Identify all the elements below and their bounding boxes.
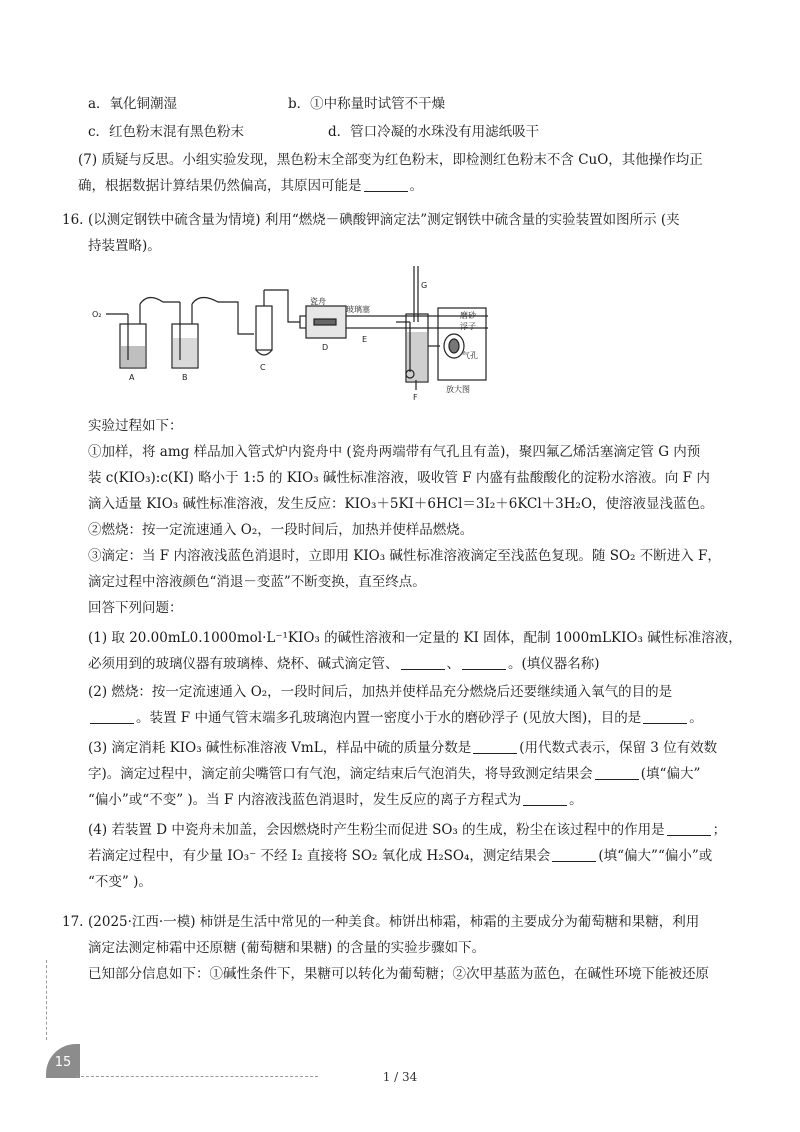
q1-line1: (1) 取 20.00mL0.1000mol·L⁻¹KIO₃ 的碱性溶液和一定量的 KI 固体，配制 1000mLKIO₃ 碱性标准溶液， xyxy=(88,630,742,646)
q16-head-line2: 持装置略)。 xyxy=(88,238,161,254)
answer-blank[interactable] xyxy=(595,764,639,780)
step1-line2: 装 c(KIO₃):c(KI) 略小于 1:5 的 KIO₃ 碱性标准溶液，吸收管 F 内盛有盐酸酸化的淀粉水溶液。向 F 内 xyxy=(88,470,710,486)
step1-line1: ①加样，将 amg 样品加入管式炉内瓷舟中 (瓷舟两端带有气孔且有盖)，聚四氟乙烯活塞滴定管 G 内预 xyxy=(88,444,701,460)
margin-dash-vertical xyxy=(46,960,47,1040)
label-glass-tube: 玻璃塞 xyxy=(346,305,370,314)
answer-blank[interactable] xyxy=(401,654,445,670)
q2-line2: 。装置 F 中通气管末端多孔玻璃泡内置一密度小于水的磨砂浮子 (见放大图)，目的是 。 xyxy=(88,706,758,730)
label-c: C xyxy=(260,363,266,372)
answer-blank[interactable] xyxy=(523,790,567,806)
q1-line2: 必须用到的玻璃仪器有玻璃棒、烧杯、碱式滴定管、 、 。(填仪器名称) xyxy=(88,656,600,672)
option-c: c．红色粉末混有黑色粉末 xyxy=(88,124,245,140)
label-e: E xyxy=(362,335,368,344)
q4-line3: “不变” )。 xyxy=(88,874,152,890)
q16-head-line1: (以测定钢铁中硫含量为情境) 利用“燃烧－碘酸钾滴定法”测定钢铁中硫含量的实验装置如图所示 (夹 xyxy=(88,212,680,228)
label-zoom: 放大图 xyxy=(446,385,470,394)
step2: ②燃烧：按一定流速通入 O₂，一段时间后，加热并使样品燃烧。 xyxy=(88,522,474,538)
answer-blank[interactable] xyxy=(462,654,506,670)
q17-line3: 已知部分信息如下：①碱性条件下，果糖可以转化为葡萄糖；②次甲基蓝为蓝色，在碱性环境下能被还原 xyxy=(88,966,709,982)
label-o2: O₂ xyxy=(92,310,102,319)
label-float2: 浮子 xyxy=(460,322,476,331)
label-boat: 瓷舟 xyxy=(310,297,326,306)
label-a: A xyxy=(129,373,135,382)
answer-blank[interactable] xyxy=(552,846,596,862)
label-d: D xyxy=(322,343,329,352)
answer-blank[interactable] xyxy=(364,176,408,192)
label-float1: 磨砂 xyxy=(460,311,476,320)
label-g: G xyxy=(421,281,428,290)
process-title: 实验过程如下： xyxy=(88,418,183,434)
q4-line2: 若滴定过程中，有少量 IO₃⁻ 不经 I₂ 直接将 SO₂ 氧化成 H₂SO₄，测定结果会 (填“偏大”“偏小”或 xyxy=(88,848,713,864)
tube-c xyxy=(256,306,272,350)
option-b: b．①中称量时试管不干燥 xyxy=(288,96,446,112)
label-hole: 气孔 xyxy=(462,351,478,360)
q17-number: 17. xyxy=(62,914,84,930)
label-b: B xyxy=(182,373,188,382)
q15-p7-line2: 确，根据数据计算结果仍然偏高，其原因可能是 。 xyxy=(78,178,423,194)
label-f: F xyxy=(413,393,418,402)
q3-line3: “偏小”或“不变” )。当 F 内溶液浅蓝色消退时，发生反应的离子方程式为 。 xyxy=(88,792,583,808)
q17-line1: (2025·江西·一模) 柿饼是生活中常见的一种美食。柿饼出柿霜，柿霜的主要成分为葡萄糖和果糖，利用 xyxy=(88,914,700,930)
q15-p7-line1: (7) 质疑与反思。小组实验发现，黑色粉末全部变为红色粉末，即检测红色粉末不含 CuO，其他操作均正 xyxy=(78,152,703,168)
answer-blank[interactable] xyxy=(90,708,134,724)
answer-blank[interactable] xyxy=(643,708,687,724)
q16-number: 16. xyxy=(62,212,84,228)
option-d: d．管口冷凝的水珠没有用滤纸吸干 xyxy=(328,124,540,140)
q3-line2: 字)。滴定过程中，滴定前尖嘴管口有气泡，滴定结束后气泡消失，将导致测定结果会 (填“偏大” xyxy=(88,766,701,782)
step3-line2: 滴定过程中溶液颜色“消退－变蓝”不断变换，直至终点。 xyxy=(88,574,426,590)
page-number: 1 / 34 xyxy=(382,1070,418,1084)
q4-line1: (4) 若装置 D 中瓷舟未加盖，会因燃烧时产生粉尘而促进 SO₃ 的生成，粉尘在该过程中的作用是 ； xyxy=(88,822,727,838)
option-a: a．氧化铜潮湿 xyxy=(88,96,178,112)
q3-line1: (3) 滴定消耗 KIO₃ 碱性标准溶液 VmL，样品中硫的质量分数是 (用代数式表示，保留 3 位有效数 xyxy=(88,740,718,756)
step3-line1: ③滴定：当 F 内溶液浅蓝色消退时，立即用 KIO₃ 碱性标准溶液滴定至浅蓝色复现。随 SO₂ 不断进入 F， xyxy=(88,548,721,564)
side-page-tab: 15 xyxy=(46,1044,80,1078)
answer-title: 回答下列问题： xyxy=(88,600,183,616)
apparatus-figure xyxy=(88,262,488,402)
q17-line2: 滴定法测定柿霜中还原糖 (葡萄糖和果糖) 的含量的实验步骤如下。 xyxy=(88,940,486,956)
q2-line1: (2) 燃烧：按一定流速通入 O₂，一段时间后，加热并使样品充分燃烧后还要继续通入氧气的目的是 xyxy=(88,684,673,700)
answer-blank[interactable] xyxy=(473,738,517,754)
answer-blank[interactable] xyxy=(667,820,711,836)
porcelain-boat xyxy=(314,319,336,325)
step1-line3: 滴入适量 KIO₃ 碱性标准溶液，发生反应：KIO₃＋5KI＋6HCl＝3I₂＋6KCl＋3H₂O，使溶液显浅蓝色。 xyxy=(88,496,714,512)
